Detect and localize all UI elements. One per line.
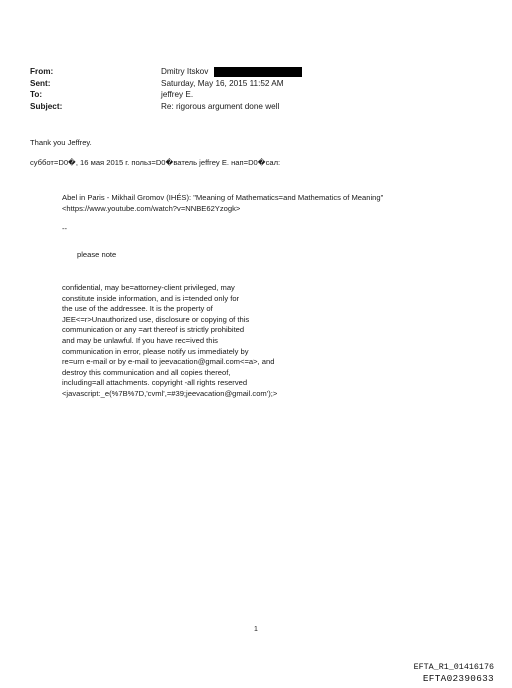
to-label: To: [30, 90, 43, 100]
bates-number-primary: EFTA_R1_01416176 [413, 662, 494, 672]
disclaimer-line: confidential, may be=attorney-client privileged, may [62, 283, 235, 292]
disclaimer-line: re=urn e-mail or by e-mail to jeevacation@gmail.com<=a>, and [62, 357, 275, 367]
disclaimer-line: communication in error, please notify us immediately by [62, 346, 249, 356]
disclaimer-line: JEE<=r>Unauthorized use, disclosure or copying of this [62, 314, 250, 324]
sent-value: Saturday, May 16, 2015 11:52 AM [161, 78, 284, 88]
sent-row [30, 78, 302, 90]
disclaimer-line: <javascript:_e(%7B%7D,'cvml',=#39;jeevacation@gmail.com');> [62, 388, 278, 398]
from-label: From: [30, 67, 54, 76]
from-value: Dmitry Itskov [161, 67, 209, 76]
to-value: jeffrey E. [161, 90, 194, 100]
disclaimer-line: communication or any =art thereof is strictly prohibited [62, 325, 245, 335]
email-header [30, 66, 302, 112]
please-note-line: please note [77, 250, 117, 259]
disclaimer-line: including=all attachments. copyright -all rights reserved [62, 378, 248, 388]
disclaimer-line: destroy this communication and all copies thereof, [62, 367, 231, 377]
page-number: 1 [254, 626, 258, 633]
redaction-block [214, 67, 302, 77]
subject-value: Re: rigorous argument done well [161, 101, 280, 111]
subject-label: Subject: [30, 101, 63, 111]
sent-label: Sent: [30, 78, 51, 88]
disclaimer-line: the use of the addressee. It is the property of [62, 304, 213, 314]
video-title-line: Abel in Paris - Mikhail Gromov (IHÉS): "Meaning of Mathematics=and Mathematics of Meaning" [62, 193, 384, 202]
bates-number-secondary: EFTA02390633 [422, 673, 494, 684]
video-link[interactable]: <https://www.youtube.com/watch?v=NNBE62Yzogk> [62, 204, 241, 213]
signature-separator: -- [62, 224, 68, 233]
disclaimer-line: constitute inside information, and is i=tended only for [62, 293, 240, 303]
subject-row [30, 101, 302, 113]
to-row [30, 89, 302, 101]
quoted-attribution-line: суббот=D0�, 16 мая 2015 г. польз=D0�ватель jeffrey E. нап=D0�сал: [30, 158, 281, 167]
from-value-wrap [161, 66, 302, 78]
disclaimer-line: and may be unlawful. If you have rec=ived this [62, 335, 218, 345]
thanks-line: Thank you Jeffrey. [30, 138, 92, 147]
confidentiality-disclaimer [62, 283, 277, 400]
from-row [30, 66, 302, 78]
